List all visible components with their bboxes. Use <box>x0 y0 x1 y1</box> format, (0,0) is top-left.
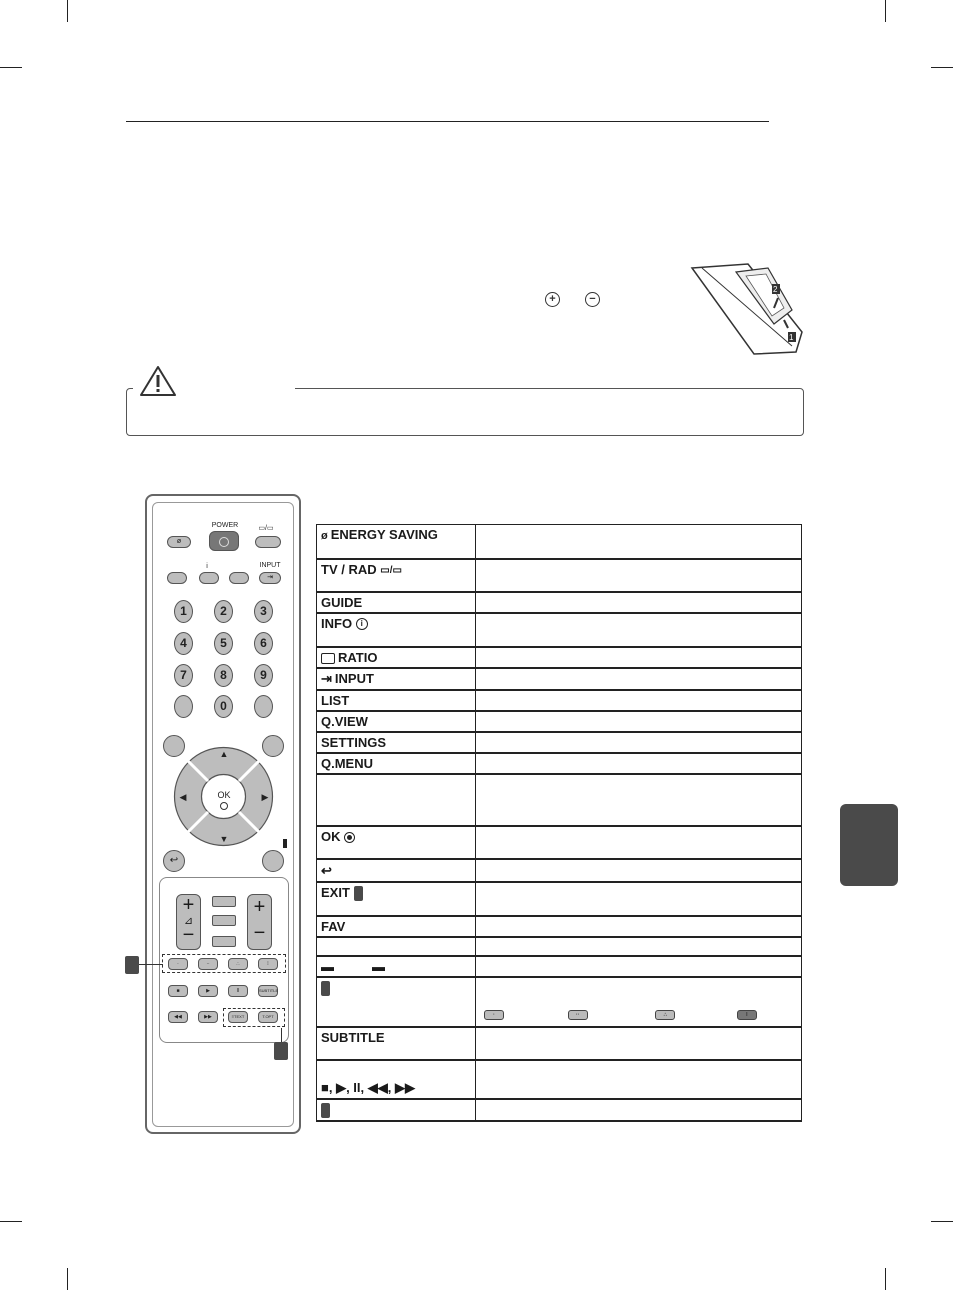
key-label: ENERGY SAVING <box>330 527 438 542</box>
text-button[interactable]: ≡TEXT <box>228 1011 248 1023</box>
num-2-button[interactable]: 2 <box>214 600 233 623</box>
key-function-table <box>316 524 802 1122</box>
exit-icon <box>283 839 287 848</box>
ratio-icon <box>321 653 335 664</box>
green-button[interactable]: ·· <box>198 958 218 970</box>
warning-icon <box>139 365 177 397</box>
rewind-button[interactable]: ◀◀ <box>168 1011 188 1023</box>
num-1-button[interactable]: 1 <box>174 600 193 623</box>
key-description <box>476 711 802 732</box>
mute-button[interactable] <box>212 936 236 947</box>
tv-rad-icon: ▭/▭ <box>258 525 274 532</box>
num-3-button[interactable]: 3 <box>254 600 273 623</box>
key-label: Q.MENU <box>317 753 476 774</box>
play-button[interactable]: ▶ <box>198 985 218 997</box>
table-row <box>317 1099 802 1121</box>
key-label: Q.VIEW <box>317 711 476 732</box>
callout-line <box>139 964 163 965</box>
key-label: TV / RAD <box>321 561 377 577</box>
crop-mark <box>0 1221 22 1222</box>
table-row <box>317 647 802 668</box>
blue-button-icon: ⁞ <box>737 1010 757 1020</box>
stop-button[interactable]: ■ <box>168 985 188 997</box>
teletext-marker <box>321 1103 330 1118</box>
q-view-button[interactable] <box>254 695 273 718</box>
key-description <box>476 916 802 937</box>
ok-icon <box>344 832 355 843</box>
num-4-button[interactable]: 4 <box>174 632 193 655</box>
table-row <box>317 732 802 753</box>
info-button[interactable] <box>199 572 219 584</box>
crop-mark <box>931 67 953 68</box>
num-8-button[interactable]: 8 <box>214 664 233 687</box>
red-button[interactable]: · <box>168 958 188 970</box>
lower-button-panel <box>159 877 289 1043</box>
table-row <box>317 559 802 592</box>
table-row <box>317 1060 802 1099</box>
table-row <box>317 826 802 859</box>
key-label: EXIT <box>321 884 350 900</box>
num-6-button[interactable]: 6 <box>254 632 273 655</box>
key-description <box>476 613 802 647</box>
key-label: GUIDE <box>317 592 476 613</box>
table-row <box>317 613 802 647</box>
table-row <box>317 937 802 956</box>
key-description <box>476 647 802 668</box>
key-description <box>476 937 802 956</box>
up-arrow[interactable]: ▲ <box>219 749 229 759</box>
callout-marker <box>125 956 139 974</box>
key-description <box>476 559 802 592</box>
tv-button[interactable] <box>212 915 236 926</box>
table-row <box>317 690 802 711</box>
energy-saving-button[interactable]: ø <box>167 536 191 548</box>
input-label: INPUT <box>259 562 281 569</box>
header-rule <box>126 121 769 122</box>
tv-rad-button[interactable] <box>255 536 281 548</box>
page-left-icon: ▬ <box>321 958 334 974</box>
key-description <box>476 525 802 559</box>
key-label: INFO <box>321 615 353 631</box>
chapter-tab <box>840 804 898 886</box>
num-9-button[interactable]: 9 <box>254 664 273 687</box>
key-label: SUBTITLE <box>317 1027 476 1060</box>
key-description <box>476 774 802 826</box>
crop-mark <box>67 0 68 22</box>
left-arrow[interactable]: ◀ <box>179 792 187 802</box>
ok-label[interactable]: OK <box>217 790 231 800</box>
key-description <box>476 753 802 774</box>
yellow-button[interactable]: ∴ <box>228 958 248 970</box>
crop-mark <box>67 1268 68 1290</box>
num-7-button[interactable]: 7 <box>174 664 193 687</box>
key-description <box>476 1027 802 1060</box>
key-description <box>476 668 802 691</box>
num-0-button[interactable]: 0 <box>214 695 233 718</box>
input-icon: ⇥ <box>321 671 332 687</box>
callout-marker <box>274 1042 288 1060</box>
key-label: RATIO <box>338 649 378 665</box>
channel-rocker[interactable]: + − <box>247 894 272 950</box>
step-1-label: 1 <box>789 333 794 342</box>
list-button[interactable] <box>174 695 193 718</box>
remote-control <box>145 494 301 1134</box>
key-label: SETTINGS <box>317 732 476 753</box>
back-icon: ↩ <box>321 862 332 878</box>
pause-button[interactable]: II <box>228 985 248 997</box>
key-label: FAV <box>317 916 476 937</box>
callout-line <box>281 1028 282 1042</box>
num-5-button[interactable]: 5 <box>214 632 233 655</box>
table-row <box>317 977 802 1027</box>
table-row <box>317 711 802 732</box>
table-row <box>317 956 802 977</box>
key-description <box>476 826 802 859</box>
key-description <box>476 732 802 753</box>
ratio-button[interactable] <box>229 572 249 584</box>
step-2-label: 2 <box>773 285 778 294</box>
table-row <box>317 882 802 916</box>
power-label: POWER <box>211 522 239 529</box>
minus-symbol: − <box>585 292 600 307</box>
guide-button[interactable] <box>167 572 187 584</box>
key-description <box>476 690 802 711</box>
key-label: OK <box>321 829 341 845</box>
caution-box <box>126 388 804 436</box>
red-button-icon: · <box>484 1010 504 1020</box>
green-button-icon: ·· <box>568 1010 588 1020</box>
crop-mark <box>931 1221 953 1222</box>
volume-rocker[interactable]: + ⊿ − <box>176 894 201 950</box>
energy-saving-icon: ø <box>321 529 328 542</box>
table-row <box>317 668 802 691</box>
page-right-icon: ▬ <box>372 958 385 974</box>
key-label <box>317 774 476 826</box>
battery-cover-illustration <box>688 262 806 358</box>
exit-button[interactable] <box>262 850 284 872</box>
table-row <box>317 525 802 559</box>
blue-button[interactable]: ⁞ <box>258 958 278 970</box>
key-description <box>476 956 802 977</box>
crop-mark <box>885 0 886 22</box>
subtitle-button[interactable]: SUBTITLE <box>258 985 278 997</box>
yellow-button-icon: ∴ <box>655 1010 675 1020</box>
table-row <box>317 1027 802 1060</box>
ok-dot-icon <box>220 802 228 810</box>
key-label: LIST <box>317 690 476 711</box>
key-description <box>476 1060 802 1099</box>
table-row <box>317 753 802 774</box>
input-button[interactable]: ⇥ <box>259 572 281 584</box>
fav-button[interactable] <box>212 896 236 907</box>
key-description <box>476 859 802 882</box>
key-description <box>476 1099 802 1121</box>
down-arrow[interactable]: ▼ <box>219 834 229 844</box>
table-row <box>317 859 802 882</box>
table-row <box>317 774 802 826</box>
key-description <box>476 882 802 916</box>
right-arrow[interactable]: ▶ <box>261 792 269 802</box>
crop-mark <box>885 1268 886 1290</box>
info-icon: i <box>356 618 368 630</box>
back-button[interactable]: ↩ <box>163 850 185 872</box>
key-label <box>317 937 476 956</box>
fast-forward-button[interactable]: ▶▶ <box>198 1011 218 1023</box>
key-description <box>476 592 802 613</box>
key-label: INPUT <box>334 670 374 686</box>
power-icon <box>219 537 229 547</box>
table-row <box>317 592 802 613</box>
color-buttons-marker <box>321 981 330 996</box>
plus-symbol: + <box>545 292 560 307</box>
table-row <box>317 916 802 937</box>
exit-icon <box>354 886 363 901</box>
power-button[interactable] <box>209 531 239 551</box>
info-icon: i <box>206 563 208 570</box>
t-opt-button[interactable]: T.OPT <box>258 1011 278 1023</box>
tv-rad-icon: ▭/▭ <box>380 564 402 576</box>
playback-icons: ■, ▶, II, ◀◀, ▶▶ <box>321 1079 415 1095</box>
crop-mark <box>0 67 22 68</box>
